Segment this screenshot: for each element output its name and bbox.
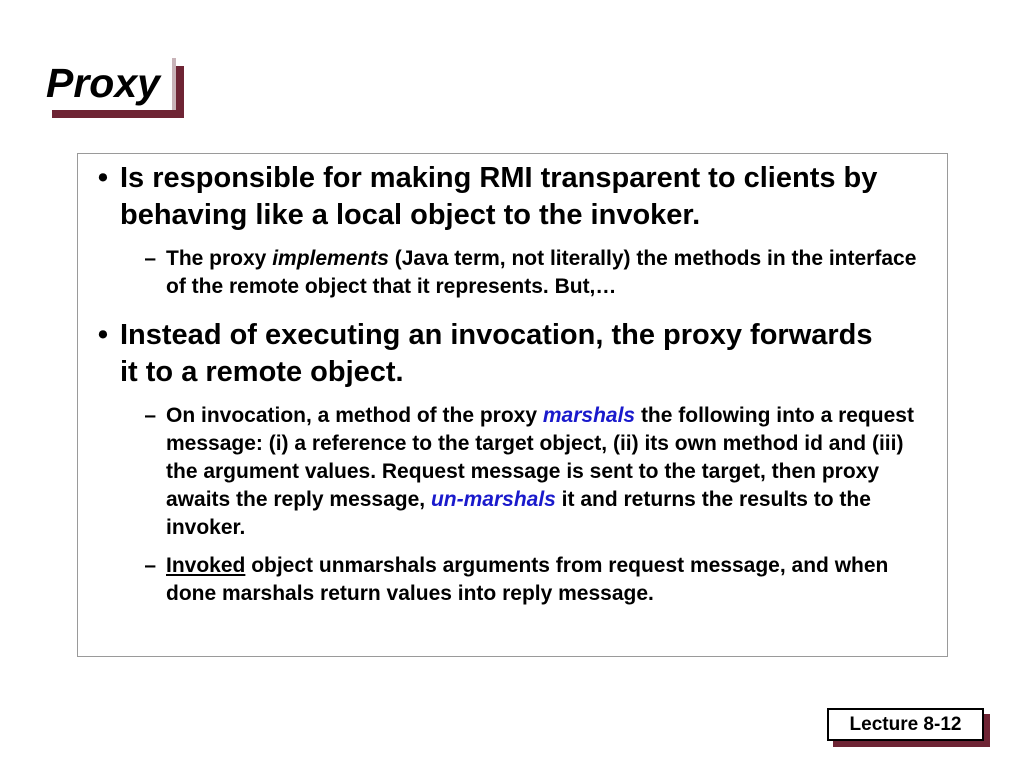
sub-bullet-marker: –: [144, 247, 156, 270]
slide-title: Proxy: [46, 60, 160, 106]
footer-box: [827, 708, 984, 741]
text-run: it and returns the results to the invoker.: [166, 488, 871, 539]
footer-label: Lecture 8-12: [827, 708, 984, 741]
sub-bullet-marker: –: [144, 554, 156, 577]
emphasis-un-marshals: un-marshals: [430, 488, 556, 511]
sub-bullet-2-2: [78, 552, 923, 608]
text-run: On invocation, a method of the proxy: [166, 404, 543, 427]
bullet-2-text: Instead of executing an invocation, the proxy forwards it to a remote object.: [120, 319, 873, 388]
text-run: The proxy: [166, 247, 273, 270]
sub-bullet-marker: –: [144, 404, 156, 427]
bullet-1: [78, 160, 923, 234]
sub-bullet-2-1: [78, 402, 923, 542]
emphasis-implements: implements: [272, 247, 389, 270]
title-frame: [44, 58, 176, 110]
bullet-marker: •: [97, 162, 108, 194]
title-box: [44, 58, 176, 110]
content-box: [77, 153, 948, 657]
bullet-marker: •: [97, 319, 108, 351]
sub-bullet-2-1-text: [166, 402, 923, 542]
text-run: the following into a request message: (i) a reference to the target object, (ii) its own method id and (iii) the argument values. Request message is sent to the target, then proxy awaits the reply message,: [166, 404, 914, 511]
bullet-2: [78, 317, 923, 391]
sub-bullet-1-1: [78, 245, 923, 301]
sub-bullet-2-2-text: [166, 552, 923, 608]
underlined-invoked: Invoked: [166, 554, 246, 577]
text-run: object unmarshals arguments from request message, and when done marshals return values into reply message.: [166, 554, 889, 605]
emphasis-marshals: marshals: [542, 404, 636, 427]
text-run: (Java term, not literally) the methods in the interface of the remote object that it represents. But,…: [166, 247, 917, 298]
sub-bullet-1-1-text: [166, 245, 923, 301]
bullet-1-text: Is responsible for making RMI transparent to clients by behaving like a local object to the invoker.: [120, 162, 878, 231]
